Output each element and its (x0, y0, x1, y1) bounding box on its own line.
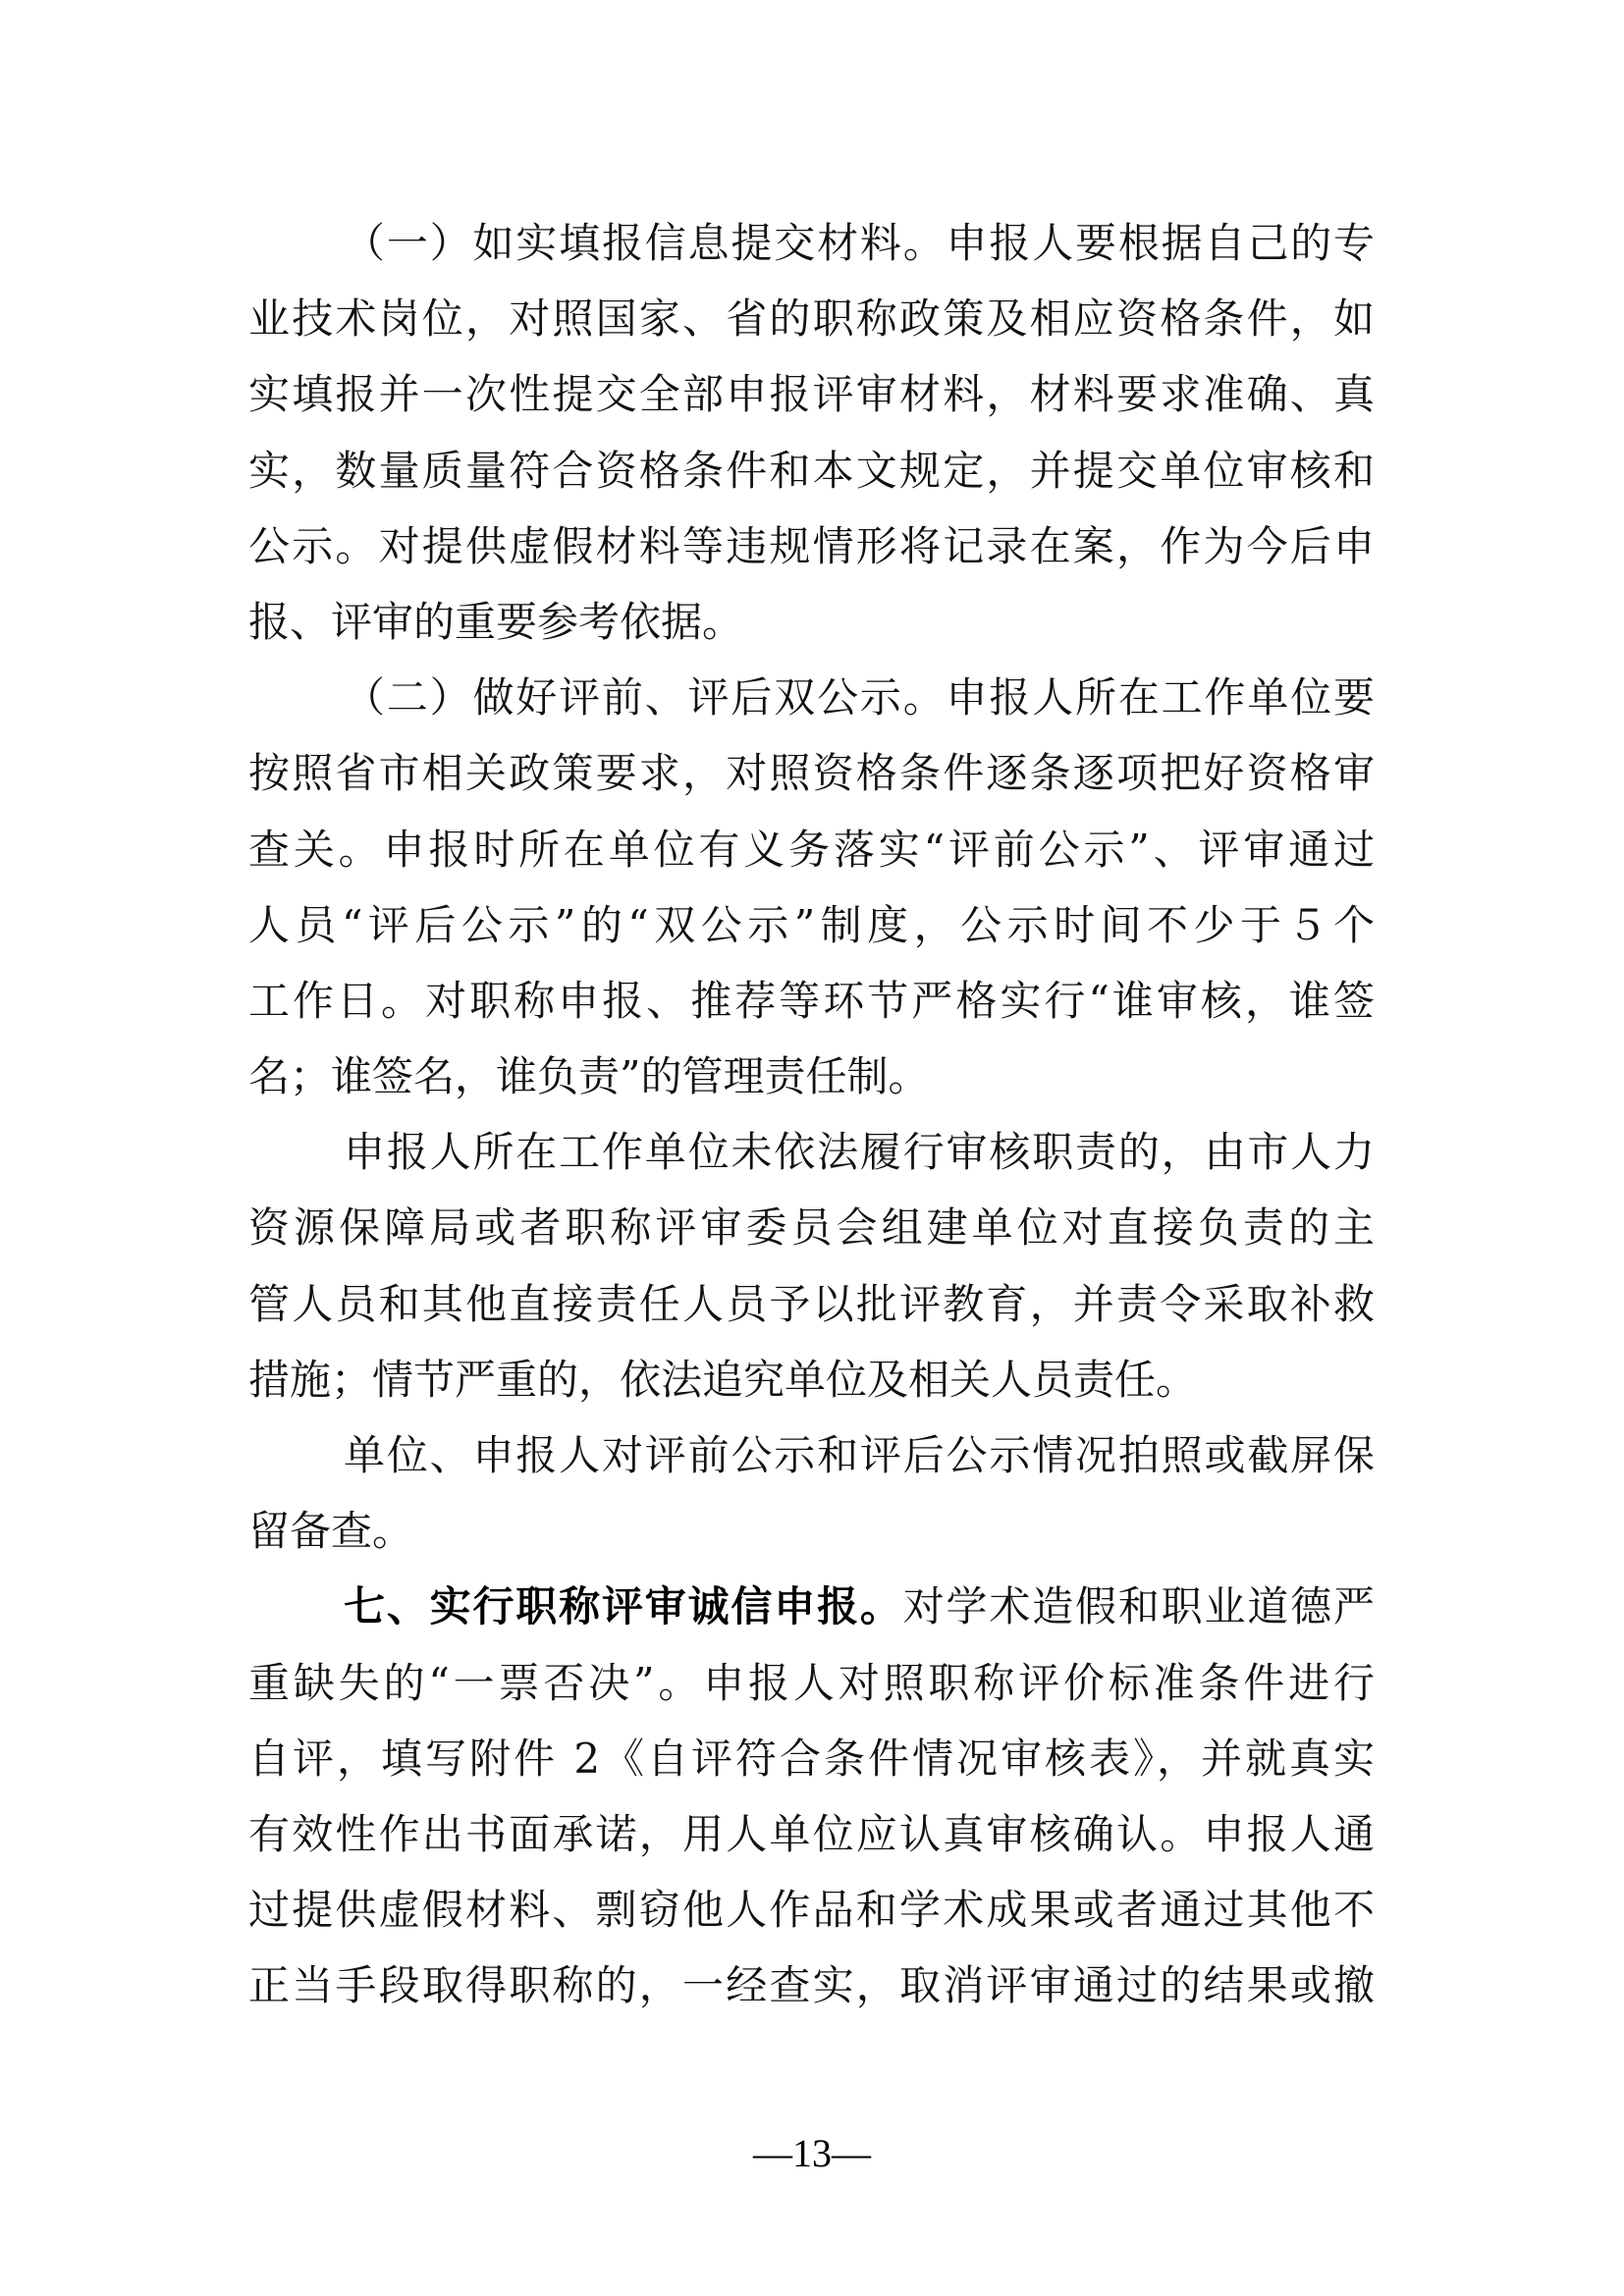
text-line: 实，数量质量符合资格条件和本文规定，并提交单位审核和 (248, 446, 1375, 495)
heading-line-rest: 对学术造假和职业道德严 (902, 1582, 1375, 1631)
text-line: 报、评审的重要参考依据。 (248, 597, 744, 646)
text-line: （一）如实填报信息提交材料。申报人要根据自己的专 (344, 219, 1375, 267)
text-line: 有效性作出书面承诺，用人单位应认真审核确认。申报人通 (248, 1809, 1375, 1858)
text-line: 正当手段取得职称的，一经查实，取消评审通过的结果或撤 (248, 1961, 1375, 2010)
section-heading: 七、实行职称评审诚信申报。 (344, 1582, 903, 1631)
paragraph-submit-materials (248, 218, 1375, 672)
text-line: 业技术岗位，对照国家、省的职称政策及相应资格条件，如 (248, 294, 1375, 344)
body-text (248, 218, 1375, 2037)
text-line-with-heading (248, 1581, 1375, 1657)
paragraph-unit-responsibility (248, 1127, 1375, 1430)
text-line: 自评，填写附件 2《自评符合条件情况审核表》，并就真实 (248, 1734, 1375, 1783)
text-line: 按照省市相关政策要求，对照资格条件逐条逐项把好资格审 (248, 749, 1375, 798)
section-seven-integrity (248, 1581, 1375, 2036)
text-line: 名；谁签名，谁负责”的管理责任制。 (248, 1052, 930, 1101)
paragraph-dual-publicity (248, 672, 1375, 1127)
text-line: 实填报并一次性提交全部申报评审材料，材料要求准确、真 (248, 370, 1375, 419)
text-line: 留备查。 (248, 1507, 414, 1556)
text-line: 公示。对提供虚假材料等违规情形将记录在案，作为今后申 (248, 521, 1375, 570)
text-line: 管人员和其他直接责任人员予以批评教育，并责令采取补救 (248, 1279, 1375, 1328)
text-line: （二）做好评前、评后双公示。申报人所在工作单位要 (344, 673, 1375, 722)
page-number: —13— (753, 2131, 871, 2175)
text-line: 资源保障局或者职称评审委员会组建单位对直接负责的主 (248, 1203, 1375, 1253)
text-line: 工作日。对职称申报、推荐等环节严格实行“谁审核，谁签 (248, 976, 1375, 1025)
text-line: 人员“评后公示”的“双公示”制度，公示时间不少于５个 (248, 900, 1375, 949)
text-line: 过提供虚假材料、剽窃他人作品和学术成果或者通过其他不 (248, 1886, 1375, 1935)
text-line: 措施；情节严重的，依法追究单位及相关人员责任。 (248, 1355, 1198, 1404)
text-line: 单位、申报人对评前公示和评后公示情况拍照或截屏保 (344, 1431, 1375, 1479)
paragraph-record-keeping (248, 1430, 1375, 1581)
text-line: 查关。申报时所在单位有义务落实“评前公示”、评审通过 (248, 825, 1375, 874)
text-line: 申报人所在工作单位未依法履行审核职责的，由市人力 (344, 1128, 1375, 1177)
text-line: 重缺失的“一票否决”。申报人对照职称评价标准条件进行 (248, 1658, 1375, 1707)
